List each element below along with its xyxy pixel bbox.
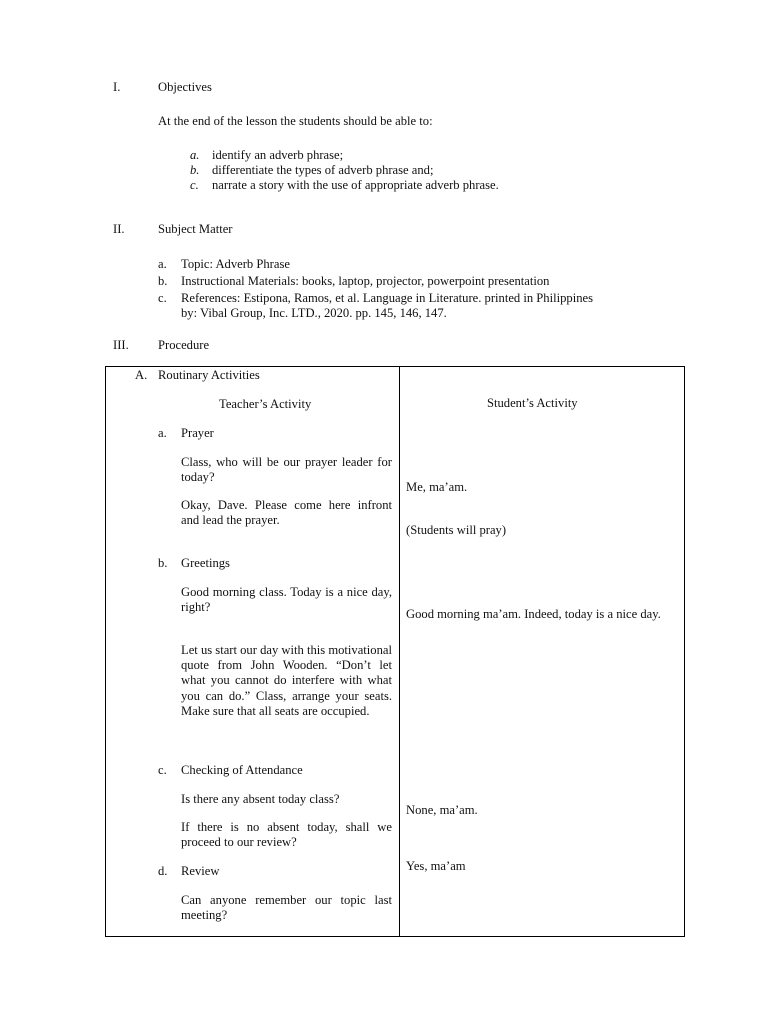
objective-text-c: narrate a story with the use of appropriate adverb phrase.: [212, 178, 499, 192]
routinary-marker: A.: [135, 368, 148, 382]
objectives-intro: At the end of the lesson the students should be able to:: [158, 114, 433, 128]
column-divider: [399, 367, 400, 936]
objective-text-a: identify an adverb phrase;: [212, 148, 344, 162]
subject-materials: Instructional Materials: books, laptop, projector, powerpoint presentation: [181, 274, 550, 288]
subject-references: References: Estipona, Ramos, et al. Language in Literature. printed in Philippines: [181, 291, 593, 305]
section-number-procedure: III.: [113, 338, 129, 352]
teacher-line-2: Okay, Dave. Please come here infront and lead the prayer.: [181, 498, 392, 528]
student-line-1: Me, ma’am.: [406, 480, 468, 494]
procedure-heading: Procedure: [158, 338, 210, 352]
teacher-line-4: Let us start our day with this motivational quote from John Wooden. “Don’t let what you cannot do interfere with what you can do.” Class, arrange your seats. Make sure that all seats are occupied.: [181, 643, 392, 718]
teacher-line-3: Good morning class. Today is a nice day, right?: [181, 585, 392, 615]
student-line-4: None, ma’am.: [406, 803, 478, 817]
subject-references-cont: by: Vibal Group, Inc. LTD., 2020. pp. 145, 146, 147.: [181, 306, 447, 320]
teacher-line-7: Can anyone remember our topic last meeting?: [181, 893, 392, 923]
section-number-objectives: I.: [113, 80, 121, 94]
student-activity-header: Student’s Activity: [487, 396, 578, 410]
part-title-prayer: Prayer: [181, 426, 214, 440]
objective-marker-c: c.: [190, 178, 199, 192]
objective-text-b: differentiate the types of adverb phrase and;: [212, 163, 434, 177]
part-marker-d: d.: [158, 864, 168, 878]
subject-marker-a: a.: [158, 257, 167, 271]
subject-heading: Subject Matter: [158, 222, 233, 236]
teacher-line-6: If there is no absent today, shall we proceed to our review?: [181, 820, 392, 850]
subject-marker-c: c.: [158, 291, 167, 305]
part-marker-b: b.: [158, 556, 168, 570]
part-title-greetings: Greetings: [181, 556, 230, 570]
part-marker-a: a.: [158, 426, 167, 440]
student-line-2: (Students will pray): [406, 523, 507, 537]
student-line-5: Yes, ma’am: [406, 859, 466, 873]
objective-marker-a: a.: [190, 148, 200, 162]
teacher-activity-header: Teacher’s Activity: [219, 397, 312, 411]
part-marker-c: c.: [158, 763, 167, 777]
teacher-line-5: Is there any absent today class?: [181, 792, 340, 806]
objective-marker-b: b.: [190, 163, 200, 177]
routinary-title: Routinary Activities: [158, 368, 260, 382]
part-title-attendance: Checking of Attendance: [181, 763, 303, 777]
subject-marker-b: b.: [158, 274, 168, 288]
teacher-line-1: Class, who will be our prayer leader for today?: [181, 455, 392, 485]
section-number-subject: II.: [113, 222, 125, 236]
student-line-3: Good morning ma’am. Indeed, today is a nice day.: [406, 607, 661, 621]
part-title-review: Review: [181, 864, 220, 878]
objectives-heading: Objectives: [158, 80, 212, 94]
subject-topic: Topic: Adverb Phrase: [181, 257, 290, 271]
